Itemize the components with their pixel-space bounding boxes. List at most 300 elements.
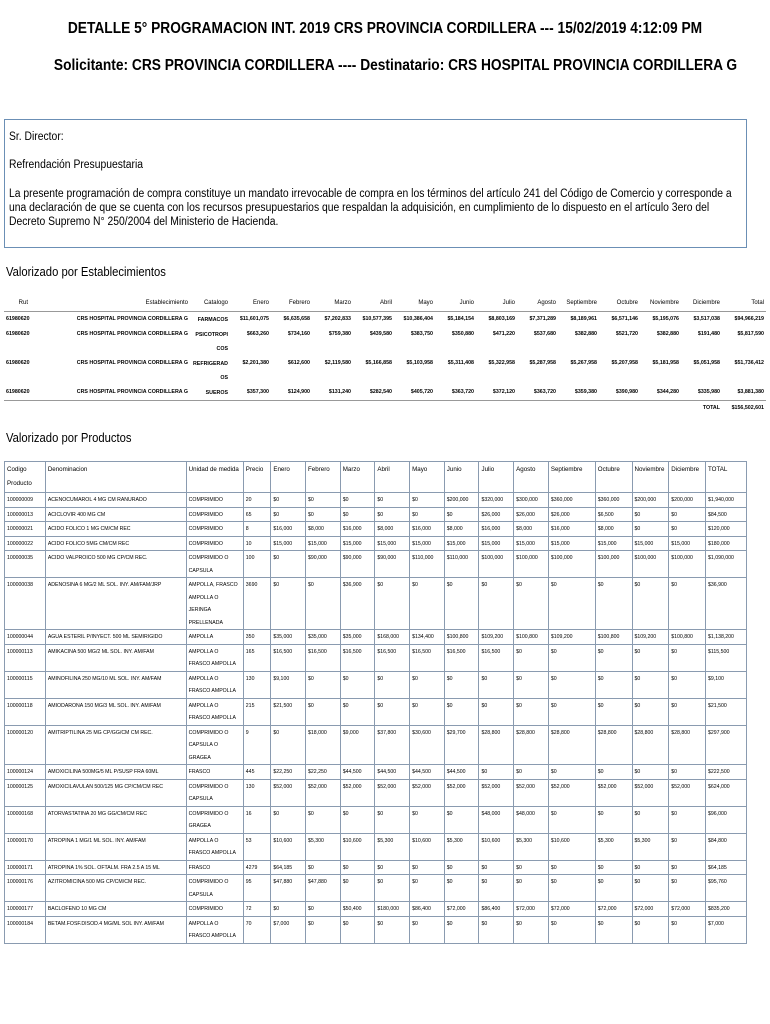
table-cell: BACLOFENO 10 MG CM: [45, 902, 186, 917]
table-cell: $0: [669, 916, 706, 943]
table-cell: $72,000: [595, 902, 632, 917]
table-cell: $8,189,961: [570, 315, 597, 322]
table-cell: $90,000: [306, 551, 341, 578]
table-cell: $0: [632, 806, 669, 833]
establecimientos-header-row: [4, 297, 766, 311]
table-cell: $471,220: [492, 330, 515, 337]
table-cell: $0: [444, 916, 479, 943]
table-cell: $335,980: [697, 388, 720, 395]
table-cell: $110,000: [444, 551, 479, 578]
table-cell: $0: [375, 806, 410, 833]
table-cell: $5,300: [375, 833, 410, 860]
column-header: Abril: [353, 297, 394, 311]
table-cell: $0: [340, 671, 375, 698]
table-cell: $35,000: [340, 630, 375, 645]
table-cell: $0: [548, 578, 595, 630]
table-cell: AMPOLLA O FRASCO AMPOLLA: [186, 644, 243, 671]
table-cell: $8,000: [375, 522, 410, 537]
table-cell: $357,300: [246, 388, 269, 395]
table-cell: $360,000: [548, 493, 595, 508]
table-cell: $52,000: [444, 779, 479, 806]
table-cell: $0: [271, 493, 306, 508]
table-cell: $52,000: [271, 779, 306, 806]
table-cell: COMPRIMIDO O GRAGEA: [186, 806, 243, 833]
table-cell: AMIODARONA 150 MG/3 ML SOL. INY. AM/FAM: [45, 698, 186, 725]
table-cell: $16,000: [271, 522, 306, 537]
table-cell: 4279: [243, 860, 271, 875]
table-cell: $320,000: [479, 493, 514, 508]
column-header: Marzo: [340, 462, 375, 493]
table-cell: $5,300: [514, 833, 549, 860]
table-cell: $8,803,169: [488, 315, 515, 322]
table-cell: ACICLOVIR 400 MG CM: [45, 507, 186, 522]
table-cell: COMPRIMIDO O CAPSULA: [186, 551, 243, 578]
table-cell: 95: [243, 875, 271, 902]
table-cell: $0: [632, 875, 669, 902]
table-cell: $6,571,146: [611, 315, 638, 322]
table-cell: $48,000: [479, 806, 514, 833]
column-header: Mayo: [410, 462, 445, 493]
table-cell: $0: [306, 860, 341, 875]
table-cell: $0: [375, 875, 410, 902]
table-cell: $86,400: [410, 902, 445, 917]
table-cell: $10,386,404: [403, 315, 433, 322]
table-cell: $360,000: [595, 493, 632, 508]
table-cell: $52,000: [306, 779, 341, 806]
table-cell: $0: [340, 860, 375, 875]
table-cell: $51,736,412: [734, 359, 764, 366]
table-cell: $52,000: [669, 779, 706, 806]
table-cell: $0: [479, 875, 514, 902]
table-cell: $0: [271, 806, 306, 833]
table-cell: $5,311,408: [447, 359, 474, 366]
table-cell: $96,000: [705, 806, 746, 833]
productos-header-row: [5, 462, 747, 493]
table-cell: $115,500: [705, 644, 746, 671]
table-cell: $120,000: [705, 522, 746, 537]
table-cell: 100000035: [5, 551, 46, 578]
table-cell: $9,100: [271, 671, 306, 698]
table-cell: $0: [340, 507, 375, 522]
table-cell: 8: [243, 522, 271, 537]
table-cell: $0: [632, 860, 669, 875]
table-cell: AMOXICILINA 500MG/5 ML P/SUSP FRA 60ML: [45, 765, 186, 780]
table-cell: $0: [306, 698, 341, 725]
table-cell: $64,185: [705, 860, 746, 875]
establecimientos-table: [4, 297, 766, 415]
table-cell: $0: [271, 507, 306, 522]
table-cell: $5,166,858: [365, 359, 392, 366]
table-cell: $109,200: [632, 630, 669, 645]
table-cell: $0: [375, 578, 410, 630]
table-cell: [394, 400, 435, 415]
table-cell: $0: [410, 698, 445, 725]
table-cell: $0: [271, 902, 306, 917]
column-header: Codigo Producto: [5, 462, 46, 493]
table-row: [4, 385, 766, 401]
table-cell: $0: [444, 806, 479, 833]
table-cell: $0: [669, 875, 706, 902]
table-cell: $390,980: [615, 388, 638, 395]
table-cell: $405,720: [410, 388, 433, 395]
column-header: Agosto: [514, 462, 549, 493]
table-cell: 100000168: [5, 806, 46, 833]
table-cell: $16,500: [410, 644, 445, 671]
table-cell: $0: [306, 806, 341, 833]
table-cell: $72,000: [514, 902, 549, 917]
table-cell: $0: [271, 551, 306, 578]
table-cell: BETAM.FOSF.DISOD.4 MG/ML SOL INY. AM/FAM: [45, 916, 186, 943]
table-cell: 72: [243, 902, 271, 917]
table-cell: $0: [479, 860, 514, 875]
table-cell: $734,160: [287, 330, 310, 337]
table-cell: $36,900: [340, 578, 375, 630]
table-cell: $0: [444, 698, 479, 725]
table-cell: $10,600: [271, 833, 306, 860]
table-cell: $0: [444, 507, 479, 522]
table-cell: $5,181,958: [652, 359, 679, 366]
table-cell: SUEROS: [205, 389, 228, 396]
table-cell: $86,400: [479, 902, 514, 917]
table-cell: $0: [595, 916, 632, 943]
table-cell: $624,000: [705, 779, 746, 806]
table-row: [5, 902, 747, 917]
table-row: [5, 765, 747, 780]
table-cell: $0: [548, 916, 595, 943]
table-cell: $0: [514, 578, 549, 630]
table-cell: $21,500: [705, 698, 746, 725]
table-cell: $48,000: [514, 806, 549, 833]
table-cell: $100,000: [595, 551, 632, 578]
table-cell: $7,202,833: [324, 315, 351, 322]
table-cell: $383,750: [410, 330, 433, 337]
table-cell: 100: [243, 551, 271, 578]
table-cell: $0: [410, 860, 445, 875]
table-cell: $8,000: [306, 522, 341, 537]
table-cell: 350: [243, 630, 271, 645]
table-cell: $22,250: [271, 765, 306, 780]
table-cell: $15,000: [375, 536, 410, 551]
table-cell: $30,600: [410, 725, 445, 765]
table-cell: ATROPINA 1 MG/1 ML SOL. INY. AM/FAM: [45, 833, 186, 860]
table-cell: $0: [548, 644, 595, 671]
table-cell: $90,000: [375, 551, 410, 578]
table-cell: $44,500: [444, 765, 479, 780]
table-cell: AGUA ESTERIL P/INYECT. 500 ML SEMIRIGIDO: [45, 630, 186, 645]
table-cell: [4, 400, 30, 415]
table-cell: $0: [444, 671, 479, 698]
page-subtitle: Solicitante: CRS PROVINCIA CORDILLERA ---- Destinatario: CRS HOSPITAL PROVINCIA CORDILLERA G: [53, 57, 738, 74]
table-cell: $0: [410, 507, 445, 522]
table-cell: $47,880: [271, 875, 306, 902]
table-cell: $0: [632, 507, 669, 522]
table-row: [5, 493, 747, 508]
column-header: Abril: [375, 462, 410, 493]
table-cell: $52,000: [410, 779, 445, 806]
table-row: [4, 311, 766, 327]
table-cell: 70: [243, 916, 271, 943]
table-cell: $18,000: [306, 725, 341, 765]
table-cell: 215: [243, 698, 271, 725]
table-cell: AMINOFILINA 250 MG/10 ML SOL. INY. AM/FAM: [45, 671, 186, 698]
table-cell: AMPOLLA O FRASCO AMPOLLA: [186, 833, 243, 860]
table-cell: ACIDO FOLICO 1 MG CM/CM REC: [45, 522, 186, 537]
table-cell: $0: [669, 507, 706, 522]
table-cell: $200,000: [444, 493, 479, 508]
column-header: Denominacion: [45, 462, 186, 493]
table-cell: ACIDO VALPROICO 500 MG CP/CM REC.: [45, 551, 186, 578]
table-cell: $90,000: [340, 551, 375, 578]
table-cell: 20: [243, 493, 271, 508]
table-cell: $0: [271, 578, 306, 630]
table-cell: 100000124: [5, 765, 46, 780]
table-cell: 61980620: [6, 359, 30, 366]
table-cell: $28,800: [514, 725, 549, 765]
table-cell: $0: [306, 916, 341, 943]
table-cell: $110,000: [410, 551, 445, 578]
total-row: [4, 400, 766, 415]
table-row: [5, 860, 747, 875]
table-row: [5, 551, 747, 578]
table-cell: $5,300: [306, 833, 341, 860]
table-cell: $16,500: [306, 644, 341, 671]
table-cell: 100000176: [5, 875, 46, 902]
table-cell: CRS HOSPITAL PROVINCIA CORDILLERA G: [76, 359, 188, 366]
table-cell: $5,184,154: [447, 315, 474, 322]
table-cell: $0: [514, 671, 549, 698]
table-cell: $0: [340, 916, 375, 943]
table-cell: 9: [243, 725, 271, 765]
table-cell: ACENOCUMAROL 4 MG CM RANURADO: [45, 493, 186, 508]
table-cell: $52,000: [595, 779, 632, 806]
table-row: [5, 698, 747, 725]
table-cell: $363,720: [451, 388, 474, 395]
table-cell: $0: [375, 671, 410, 698]
table-cell: $363,720: [533, 388, 556, 395]
table-cell: $72,000: [444, 902, 479, 917]
column-header: Septiembre: [558, 297, 599, 311]
table-cell: $8,000: [444, 522, 479, 537]
table-cell: $3,881,380: [737, 388, 764, 395]
table-cell: 130: [243, 671, 271, 698]
column-header: Rut: [4, 297, 30, 311]
table-cell: $0: [632, 671, 669, 698]
table-cell: $0: [669, 522, 706, 537]
table-cell: $0: [444, 578, 479, 630]
table-cell: $100,000: [548, 551, 595, 578]
table-cell: $9,000: [340, 725, 375, 765]
table-cell: $0: [306, 493, 341, 508]
table-cell: $15,000: [271, 536, 306, 551]
table-cell: $0: [340, 698, 375, 725]
table-cell: [599, 400, 640, 415]
table-cell: AMPOLLA O FRASCO AMPOLLA: [186, 698, 243, 725]
table-row: [5, 875, 747, 902]
table-cell: $521,720: [615, 330, 638, 337]
table-cell: $0: [375, 916, 410, 943]
table-cell: $15,000: [479, 536, 514, 551]
table-cell: 100000184: [5, 916, 46, 943]
table-cell: $100,800: [669, 630, 706, 645]
table-cell: $16,500: [340, 644, 375, 671]
table-cell: $52,000: [548, 779, 595, 806]
table-cell: AMPOLLA: [186, 630, 243, 645]
table-cell: [312, 400, 353, 415]
table-cell: COMPRIMIDO: [186, 493, 243, 508]
table-row: [5, 507, 747, 522]
table-cell: $100,000: [479, 551, 514, 578]
table-cell: $134,400: [410, 630, 445, 645]
table-cell: $52,000: [375, 779, 410, 806]
table-cell: 65: [243, 507, 271, 522]
table-cell: $109,200: [479, 630, 514, 645]
table-cell: $0: [340, 875, 375, 902]
table-cell: $21,500: [271, 698, 306, 725]
table-cell: $0: [410, 671, 445, 698]
table-cell: 100000022: [5, 536, 46, 551]
table-cell: $28,800: [632, 725, 669, 765]
table-cell: CRS HOSPITAL PROVINCIA CORDILLERA G: [76, 315, 188, 322]
table-cell: 100000171: [5, 860, 46, 875]
table-cell: FRASCO: [186, 765, 243, 780]
table-cell: $0: [514, 916, 549, 943]
table-cell: $359,380: [574, 388, 597, 395]
table-cell: [476, 400, 517, 415]
table-cell: $5,051,958: [693, 359, 720, 366]
total-label: TOTAL: [681, 400, 722, 415]
table-cell: $612,600: [287, 359, 310, 366]
table-cell: $29,700: [444, 725, 479, 765]
table-cell: $0: [595, 806, 632, 833]
table-cell: $131,240: [328, 388, 351, 395]
table-cell: [353, 400, 394, 415]
table-cell: $100,000: [669, 551, 706, 578]
table-cell: $0: [410, 578, 445, 630]
table-cell: $0: [306, 902, 341, 917]
table-cell: COMPRIMIDO: [186, 536, 243, 551]
table-cell: $5,300: [632, 833, 669, 860]
table-cell: 10: [243, 536, 271, 551]
table-cell: 100000021: [5, 522, 46, 537]
table-cell: $7,371,289: [529, 315, 556, 322]
table-cell: $0: [514, 875, 549, 902]
table-cell: $10,577,395: [362, 315, 392, 322]
table-cell: 100000113: [5, 644, 46, 671]
column-header: Julio: [479, 462, 514, 493]
table-cell: $0: [479, 698, 514, 725]
table-cell: COMPRIMIDO: [186, 507, 243, 522]
table-cell: $15,000: [595, 536, 632, 551]
table-row: [5, 833, 747, 860]
table-cell: $28,800: [669, 725, 706, 765]
table-row: [5, 630, 747, 645]
table-cell: $5,195,076: [652, 315, 679, 322]
column-header: Diciembre: [681, 297, 722, 311]
table-cell: [230, 400, 271, 415]
table-cell: [640, 400, 681, 415]
table-cell: $15,000: [548, 536, 595, 551]
table-cell: $0: [548, 875, 595, 902]
table-cell: $0: [479, 671, 514, 698]
table-cell: $15,000: [340, 536, 375, 551]
table-row: [4, 327, 766, 356]
table-cell: $0: [632, 644, 669, 671]
table-cell: $0: [306, 507, 341, 522]
column-header: Noviembre: [640, 297, 681, 311]
table-cell: $0: [548, 860, 595, 875]
table-row: [5, 725, 747, 765]
table-cell: $15,000: [306, 536, 341, 551]
table-cell: $0: [632, 916, 669, 943]
table-cell: $35,000: [271, 630, 306, 645]
table-cell: $47,880: [306, 875, 341, 902]
productos-table: [4, 461, 747, 944]
table-cell: $200,000: [669, 493, 706, 508]
table-row: [5, 671, 747, 698]
table-cell: $0: [669, 833, 706, 860]
table-cell: $300,000: [514, 493, 549, 508]
table-cell: $16,500: [479, 644, 514, 671]
column-header: Junio: [444, 462, 479, 493]
table-cell: $10,600: [410, 833, 445, 860]
table-cell: $64,185: [271, 860, 306, 875]
table-cell: $0: [548, 806, 595, 833]
table-cell: [271, 400, 312, 415]
table-cell: $16,000: [479, 522, 514, 537]
table-cell: $0: [632, 765, 669, 780]
table-cell: $52,000: [514, 779, 549, 806]
table-cell: $0: [595, 875, 632, 902]
column-header: Marzo: [312, 297, 353, 311]
table-row: [5, 806, 747, 833]
budget-letter: [4, 119, 747, 248]
column-header: Febrero: [306, 462, 341, 493]
table-cell: $5,817,590: [737, 330, 764, 337]
table-cell: $180,000: [705, 536, 746, 551]
letter-body: La presente programación de compra constituye un mandato irrevocable de compra en los términos del artículo 241 del Código de Comercio y corresponde a una declaración de que se cuenta con los recursos presupuestarios que respaldan la adquisición, en cumplimiento de lo dispuesto en el artículo 3ero del Decreto Supremo N° 250/2004 del Ministerio de Hacienda.: [9, 188, 732, 228]
table-cell: $72,000: [632, 902, 669, 917]
table-cell: $0: [410, 875, 445, 902]
table-cell: $0: [514, 644, 549, 671]
table-cell: 100000120: [5, 725, 46, 765]
table-cell: $7,000: [271, 916, 306, 943]
table-cell: 100000009: [5, 493, 46, 508]
table-cell: $109,200: [548, 630, 595, 645]
column-header: Catalogo: [190, 297, 230, 311]
table-cell: 100000118: [5, 698, 46, 725]
column-header: Julio: [476, 297, 517, 311]
table-cell: $16,000: [340, 522, 375, 537]
table-cell: $0: [548, 698, 595, 725]
table-cell: $663,260: [246, 330, 269, 337]
table-row: [5, 644, 747, 671]
table-cell: $0: [375, 507, 410, 522]
table-cell: $0: [306, 671, 341, 698]
table-cell: FRASCO: [186, 860, 243, 875]
table-cell: $0: [479, 765, 514, 780]
table-cell: $8,000: [514, 522, 549, 537]
table-cell: 100000125: [5, 779, 46, 806]
table-cell: COMPRIMIDO O CAPSULA: [186, 875, 243, 902]
table-cell: 16: [243, 806, 271, 833]
table-cell: $0: [595, 644, 632, 671]
table-cell: $84,800: [705, 833, 746, 860]
table-cell: $16,000: [410, 522, 445, 537]
table-cell: $0: [340, 806, 375, 833]
table-cell: 100000115: [5, 671, 46, 698]
table-cell: $0: [632, 578, 669, 630]
table-cell: $0: [548, 765, 595, 780]
